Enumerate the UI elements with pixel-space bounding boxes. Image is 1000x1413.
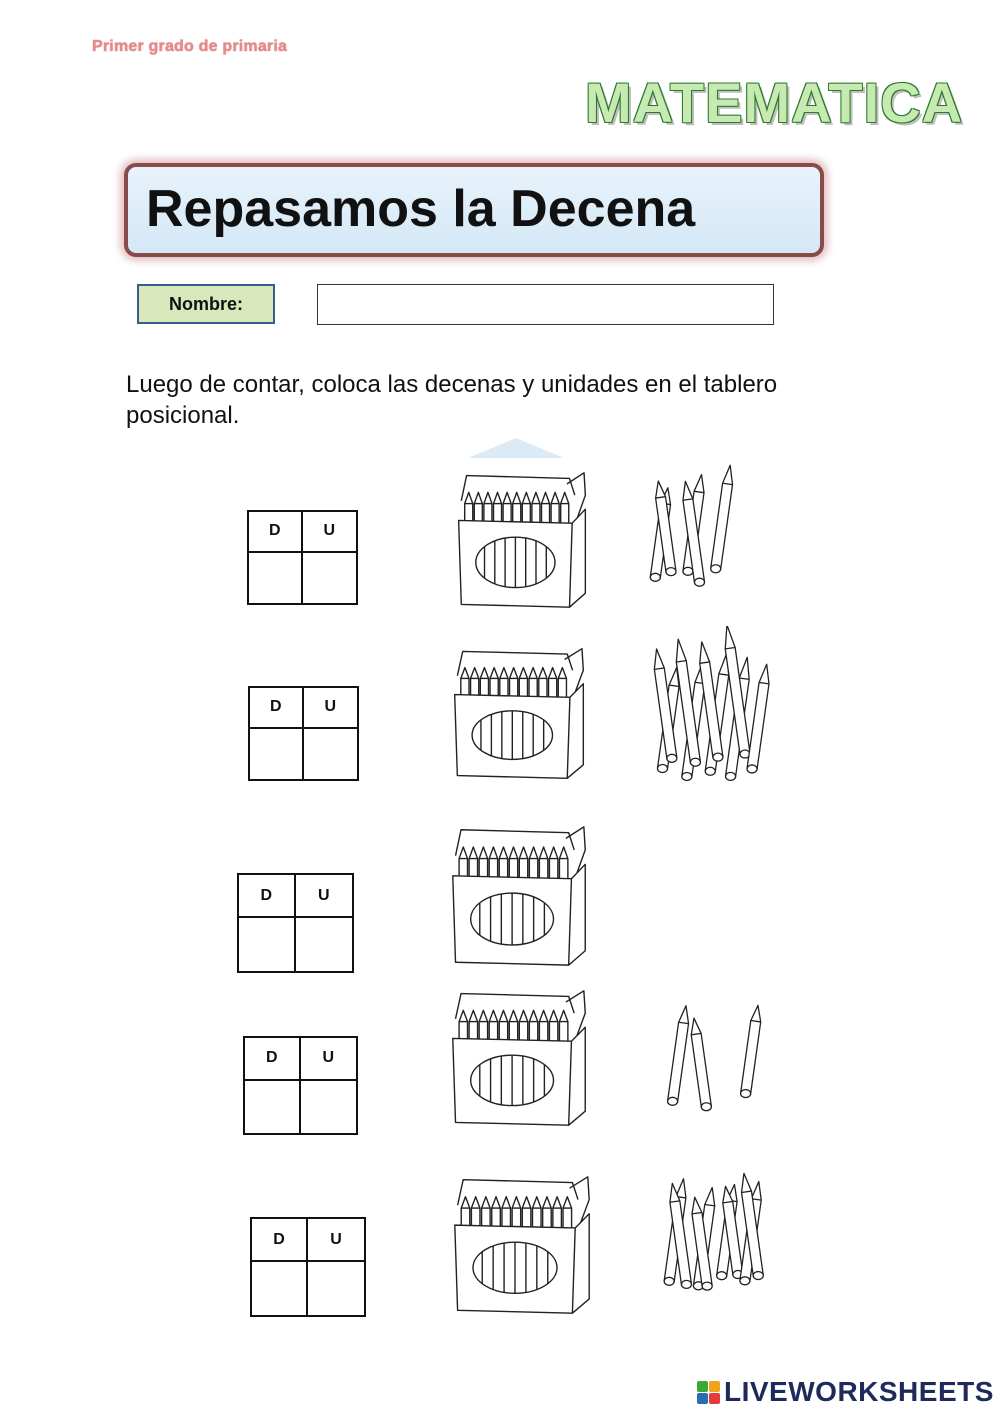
brand-footer [697, 1376, 994, 1408]
units-answer-cell[interactable] [296, 918, 353, 971]
loose-pencil [741, 1005, 761, 1094]
units-answer-cell[interactable] [304, 729, 358, 779]
grade-label: Primer grado de primaria [92, 38, 288, 55]
place-value-table [250, 1217, 366, 1317]
place-value-table [248, 686, 359, 781]
units-header: U [296, 875, 353, 918]
loose-pencil [747, 664, 769, 769]
tens-answer-cell[interactable] [250, 729, 304, 779]
loose-pencils-group [650, 1160, 795, 1300]
loose-pencil [668, 1006, 689, 1102]
crayon-box-icon [452, 646, 586, 781]
units-answer-cell[interactable] [301, 1081, 357, 1133]
tens-answer-cell[interactable] [245, 1081, 301, 1133]
units-answer-cell[interactable] [303, 553, 357, 603]
tens-header: D [245, 1038, 301, 1081]
worksheet-title: Repasamos la Decena [146, 180, 696, 238]
brand-name: LIVEWORKSHEETS [724, 1376, 994, 1407]
crayon-box-icon [452, 1174, 592, 1316]
tens-answer-cell[interactable] [249, 553, 303, 603]
subject-title: MATEMATICA [585, 71, 964, 134]
instruction-text: Luego de contar, coloca las decenas y unidades en el tablero posicional. [126, 371, 778, 429]
units-answer-cell[interactable] [308, 1262, 364, 1315]
tens-answer-cell[interactable] [252, 1262, 308, 1315]
units-header: U [308, 1219, 364, 1262]
tens-header: D [250, 688, 304, 729]
title-banner [124, 163, 824, 257]
loose-pencil [691, 1018, 711, 1107]
name-label: Nombre: [137, 284, 275, 324]
loose-pencil [711, 465, 733, 569]
loose-pencils-group [655, 992, 800, 1117]
place-value-table [237, 873, 354, 973]
brand-logo-icon [697, 1381, 720, 1404]
crayon-box-icon [450, 824, 588, 968]
place-value-table [247, 510, 358, 605]
loose-pencils-group [640, 456, 750, 591]
loose-pencils-group [640, 626, 790, 786]
crayon-box-icon [456, 470, 588, 610]
place-value-table [243, 1036, 358, 1135]
units-header: U [303, 512, 357, 553]
crayon-box-icon [450, 988, 588, 1128]
units-header: U [304, 688, 358, 729]
tens-header: D [252, 1219, 308, 1262]
decorative-shape [468, 438, 564, 458]
tens-header: D [239, 875, 296, 918]
tens-header: D [249, 512, 303, 553]
name-input[interactable] [317, 284, 774, 325]
units-header: U [301, 1038, 357, 1081]
tens-answer-cell[interactable] [239, 918, 296, 971]
